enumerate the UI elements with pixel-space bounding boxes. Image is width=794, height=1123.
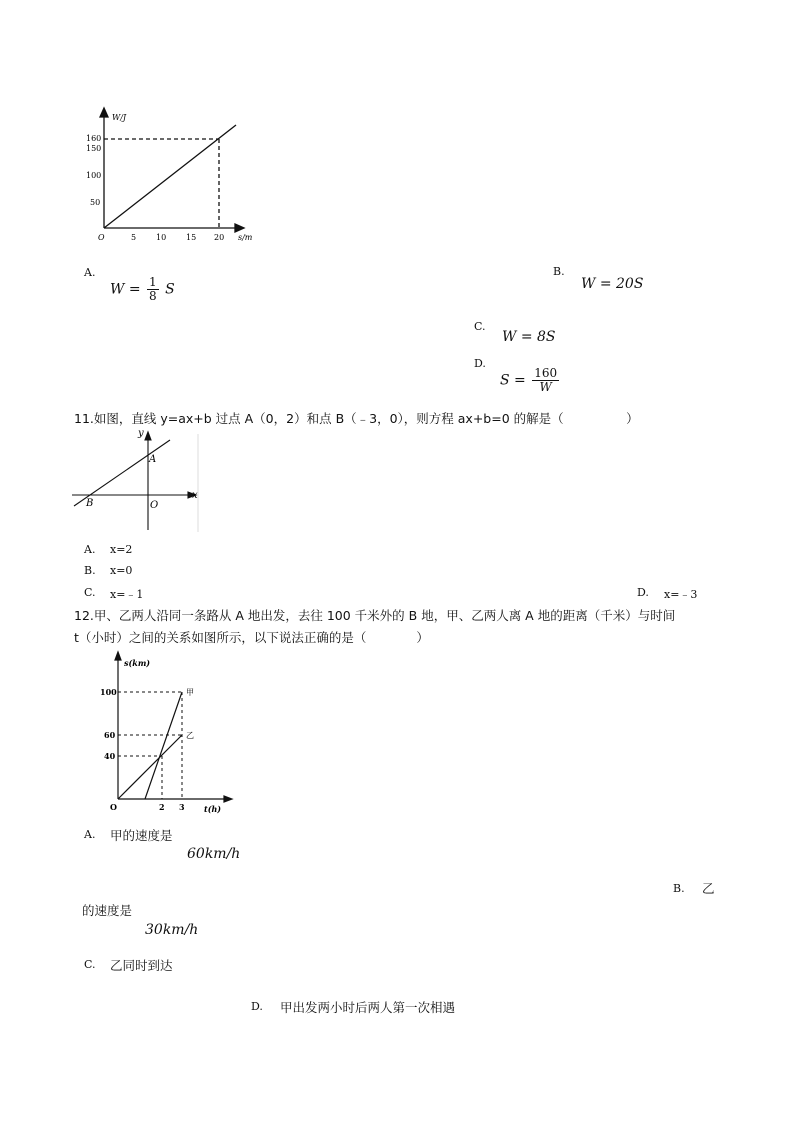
- y-label: y: [138, 428, 144, 439]
- q10-option-d-label: D.: [474, 357, 486, 370]
- q11-option-d-label: D.: [637, 586, 649, 599]
- q10-option-a-label: A.: [84, 266, 96, 279]
- y-tick-100: 100: [86, 171, 102, 180]
- x-arrow: [224, 796, 232, 802]
- a-lhs: W =: [110, 281, 141, 298]
- q10-option-b-label: B.: [553, 265, 565, 278]
- q12-option-b-value: 30km/h: [145, 922, 199, 938]
- x-label: x: [192, 490, 198, 501]
- q11-option-a-label: A.: [84, 543, 96, 556]
- q10-option-b-formula: W = 20S: [581, 276, 644, 292]
- q11-stem: 11.如图，直线 y=ax+b 过点 A（0，2）和点 B（﹣3，0），则方程 ax+b=0 的解是（ ）: [74, 411, 639, 426]
- q12-option-a-text: 甲的速度是: [110, 828, 173, 843]
- d-denominator: W: [539, 380, 552, 394]
- a-fraction: [147, 276, 159, 303]
- origin-label: O: [110, 802, 117, 812]
- y-tick-40: 40: [104, 751, 116, 761]
- q12-option-b-text-rest: 的速度是: [82, 903, 133, 918]
- y-tick-100: 100: [100, 687, 117, 697]
- y-tick-60: 60: [104, 730, 116, 740]
- y-arrow: [100, 108, 108, 117]
- point-a-label: A: [149, 454, 157, 465]
- q12-option-b-label: B.: [673, 882, 685, 895]
- origin-label: O: [98, 233, 105, 242]
- q12-option-c-label: C.: [84, 958, 96, 971]
- y-axis-label: s(km): [124, 658, 151, 668]
- series-jia-line: [145, 692, 182, 799]
- y-arrow: [145, 432, 151, 440]
- y-tick-160: 160: [86, 134, 102, 143]
- d-numerator: 160: [534, 366, 558, 380]
- x-tick-10: 10: [156, 233, 167, 242]
- q12-stem-line1: 12.甲、乙两人沿同一条路从 A 地出发，去往 100 千米外的 B 地，甲、乙两人离 A 地的距离（千米）与时间: [74, 608, 676, 623]
- x-tick-15: 15: [186, 233, 197, 242]
- point-b-label: B: [86, 498, 94, 509]
- q11-figure: [70, 426, 205, 536]
- q11-option-b-label: B.: [84, 564, 96, 577]
- x-axis-label: s/m: [238, 233, 253, 242]
- q11-option-c-label: C.: [84, 586, 96, 599]
- a-rhs: S: [165, 281, 175, 298]
- x-tick-2: 2: [159, 802, 165, 812]
- y-tick-150: 150: [86, 144, 102, 153]
- y-axis-label: W/J: [112, 113, 127, 122]
- y-arrow: [115, 652, 121, 660]
- q11-option-d-text: x=﹣3: [664, 588, 698, 601]
- d-lhs: S =: [500, 372, 526, 389]
- q12-option-d-text: 甲出发两小时后两人第一次相遇: [280, 1000, 456, 1015]
- x-axis-label: t(h): [204, 804, 222, 814]
- x-tick-20: 20: [214, 233, 225, 242]
- series-yi-line: [118, 735, 182, 799]
- q12-option-a-label: A.: [84, 828, 96, 841]
- q11-option-a-text: x=2: [110, 543, 133, 556]
- a-numerator: 1: [149, 275, 157, 289]
- q10-figure: [80, 106, 260, 246]
- q10-option-c-label: C.: [474, 320, 486, 333]
- q10-option-d-formula: [500, 367, 561, 394]
- q12-stem-line2: t（小时）之间的关系如图所示，以下说法正确的是（ ）: [74, 630, 429, 645]
- d-fraction: [532, 367, 559, 394]
- q11-option-c-text: x=﹣1: [110, 588, 144, 601]
- q11-option-b-text: x=0: [110, 564, 133, 577]
- q10-option-a-formula: [110, 276, 175, 303]
- y-tick-50: 50: [90, 198, 101, 207]
- q12-figure: [92, 650, 237, 820]
- x-arrow: [235, 224, 244, 232]
- w-s-line: [104, 125, 236, 228]
- q10-option-c-formula: W = 8S: [502, 329, 556, 345]
- q12-option-d-label: D.: [251, 1000, 263, 1013]
- x-tick-3: 3: [179, 802, 185, 812]
- q12-option-b-text-start: 乙: [702, 881, 715, 896]
- series-jia-label: 甲: [186, 688, 194, 697]
- origin-label: O: [150, 500, 159, 511]
- a-denominator: 8: [149, 289, 157, 303]
- q12-option-c-text: 乙同时到达: [110, 958, 173, 973]
- line-ab: [74, 440, 170, 506]
- series-yi-label: 乙: [186, 731, 194, 740]
- x-tick-5: 5: [131, 233, 137, 242]
- q12-option-a-value: 60km/h: [187, 846, 241, 862]
